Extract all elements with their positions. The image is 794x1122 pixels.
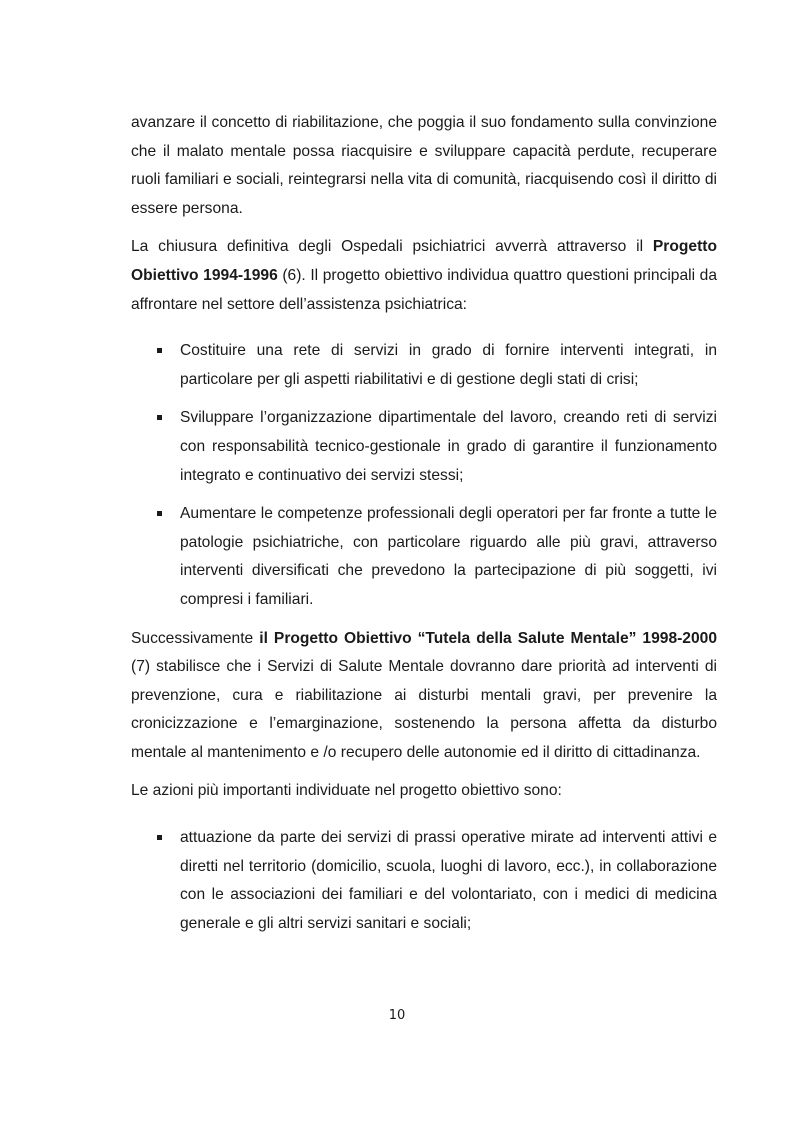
list-item-text: Sviluppare l’organizzazione dipartimentale del lavoro, creando reti di servizi con responsabilità tecnico-gestionale in grado di garantire il funzionamento integrato e continuativo dei servizi stessi; [180, 409, 717, 484]
paragraph-text: avanzare il concetto di riabilitazione, che poggia il suo fondamento sulla convinzione che il malato mentale possa riacquisire e sviluppare capacità perdute, recuperare ruoli familiari e sociali, reintegrarsi nella vita di comunità, riacquisendo così il diritto di essere persona. [131, 114, 717, 217]
paragraph-progetto-1994 [131, 233, 717, 319]
bold-project-title: Progetto Obiettivo 1994-1996 [131, 238, 717, 284]
paragraph-progetto-1998 [131, 625, 717, 768]
list-item [131, 500, 717, 614]
square-bullet-icon [157, 348, 162, 353]
paragraph-azioni [131, 777, 717, 806]
square-bullet-icon [157, 415, 162, 420]
list-item-text: Aumentare le competenze professionali degli operatori per far fronte a tutte le patologie psichiatriche, con particolare riguardo alle più gravi, attraverso interventi diversificati che prevedono la partecipazione di più soggetti, ivi compresi i familiari. [180, 505, 717, 608]
list-item [131, 337, 717, 394]
paragraph-text: La chiusura definitiva degli Ospedali psichiatrici avverrà attraverso il [131, 238, 653, 256]
paragraph-text: (6). Il progetto obiettivo individua quattro questioni principali da affrontare nel settore dell’assistenza psichiatrica: [131, 266, 717, 313]
body-text [131, 109, 717, 948]
list-item [131, 824, 717, 938]
square-bullet-icon [157, 835, 162, 840]
paragraph-riabilitazione [131, 109, 717, 223]
list-item-text: Costituire una rete di servizi in grado di fornire interventi integrati, in particolare per gli aspetti riabilitativi e di gestione degli stati di crisi; [180, 342, 717, 388]
list-item [131, 404, 717, 490]
list-item-text: attuazione da parte dei servizi di prassi operative mirate ad interventi attivi e diretti nel territorio (domicilio, scuola, luoghi di lavoro, ecc.), in collaborazione con le associazioni dei familiari e del volontariato, con i medici di medicina generale e gli altri servizi sanitari e sociali; [180, 829, 717, 932]
paragraph-text: (7) stabilisce che i Servizi di Salute Mentale dovranno dare priorità ad interventi di prevenzione, cura e riabilitazione ai disturbi mentali gravi, per prevenire la cronicizzazione e l’emarginazione, sostenendo la persona affetta da disturbo mentale al mantenimento e /o recupero delle autonomie ed il diritto di cittadinanza. [131, 658, 717, 761]
bullet-list-questioni [131, 337, 717, 614]
paragraph-text: Successivamente [131, 629, 260, 647]
bold-project-title: il Progetto Obiettivo “Tutela della Salute Mentale” 1998-2000 [259, 629, 717, 647]
square-bullet-icon [157, 511, 162, 516]
bullet-list-azioni [131, 824, 717, 938]
page-number: 10 [388, 1008, 406, 1023]
paragraph-text: Le azioni più importanti individuate nel progetto obiettivo sono: [131, 782, 562, 800]
